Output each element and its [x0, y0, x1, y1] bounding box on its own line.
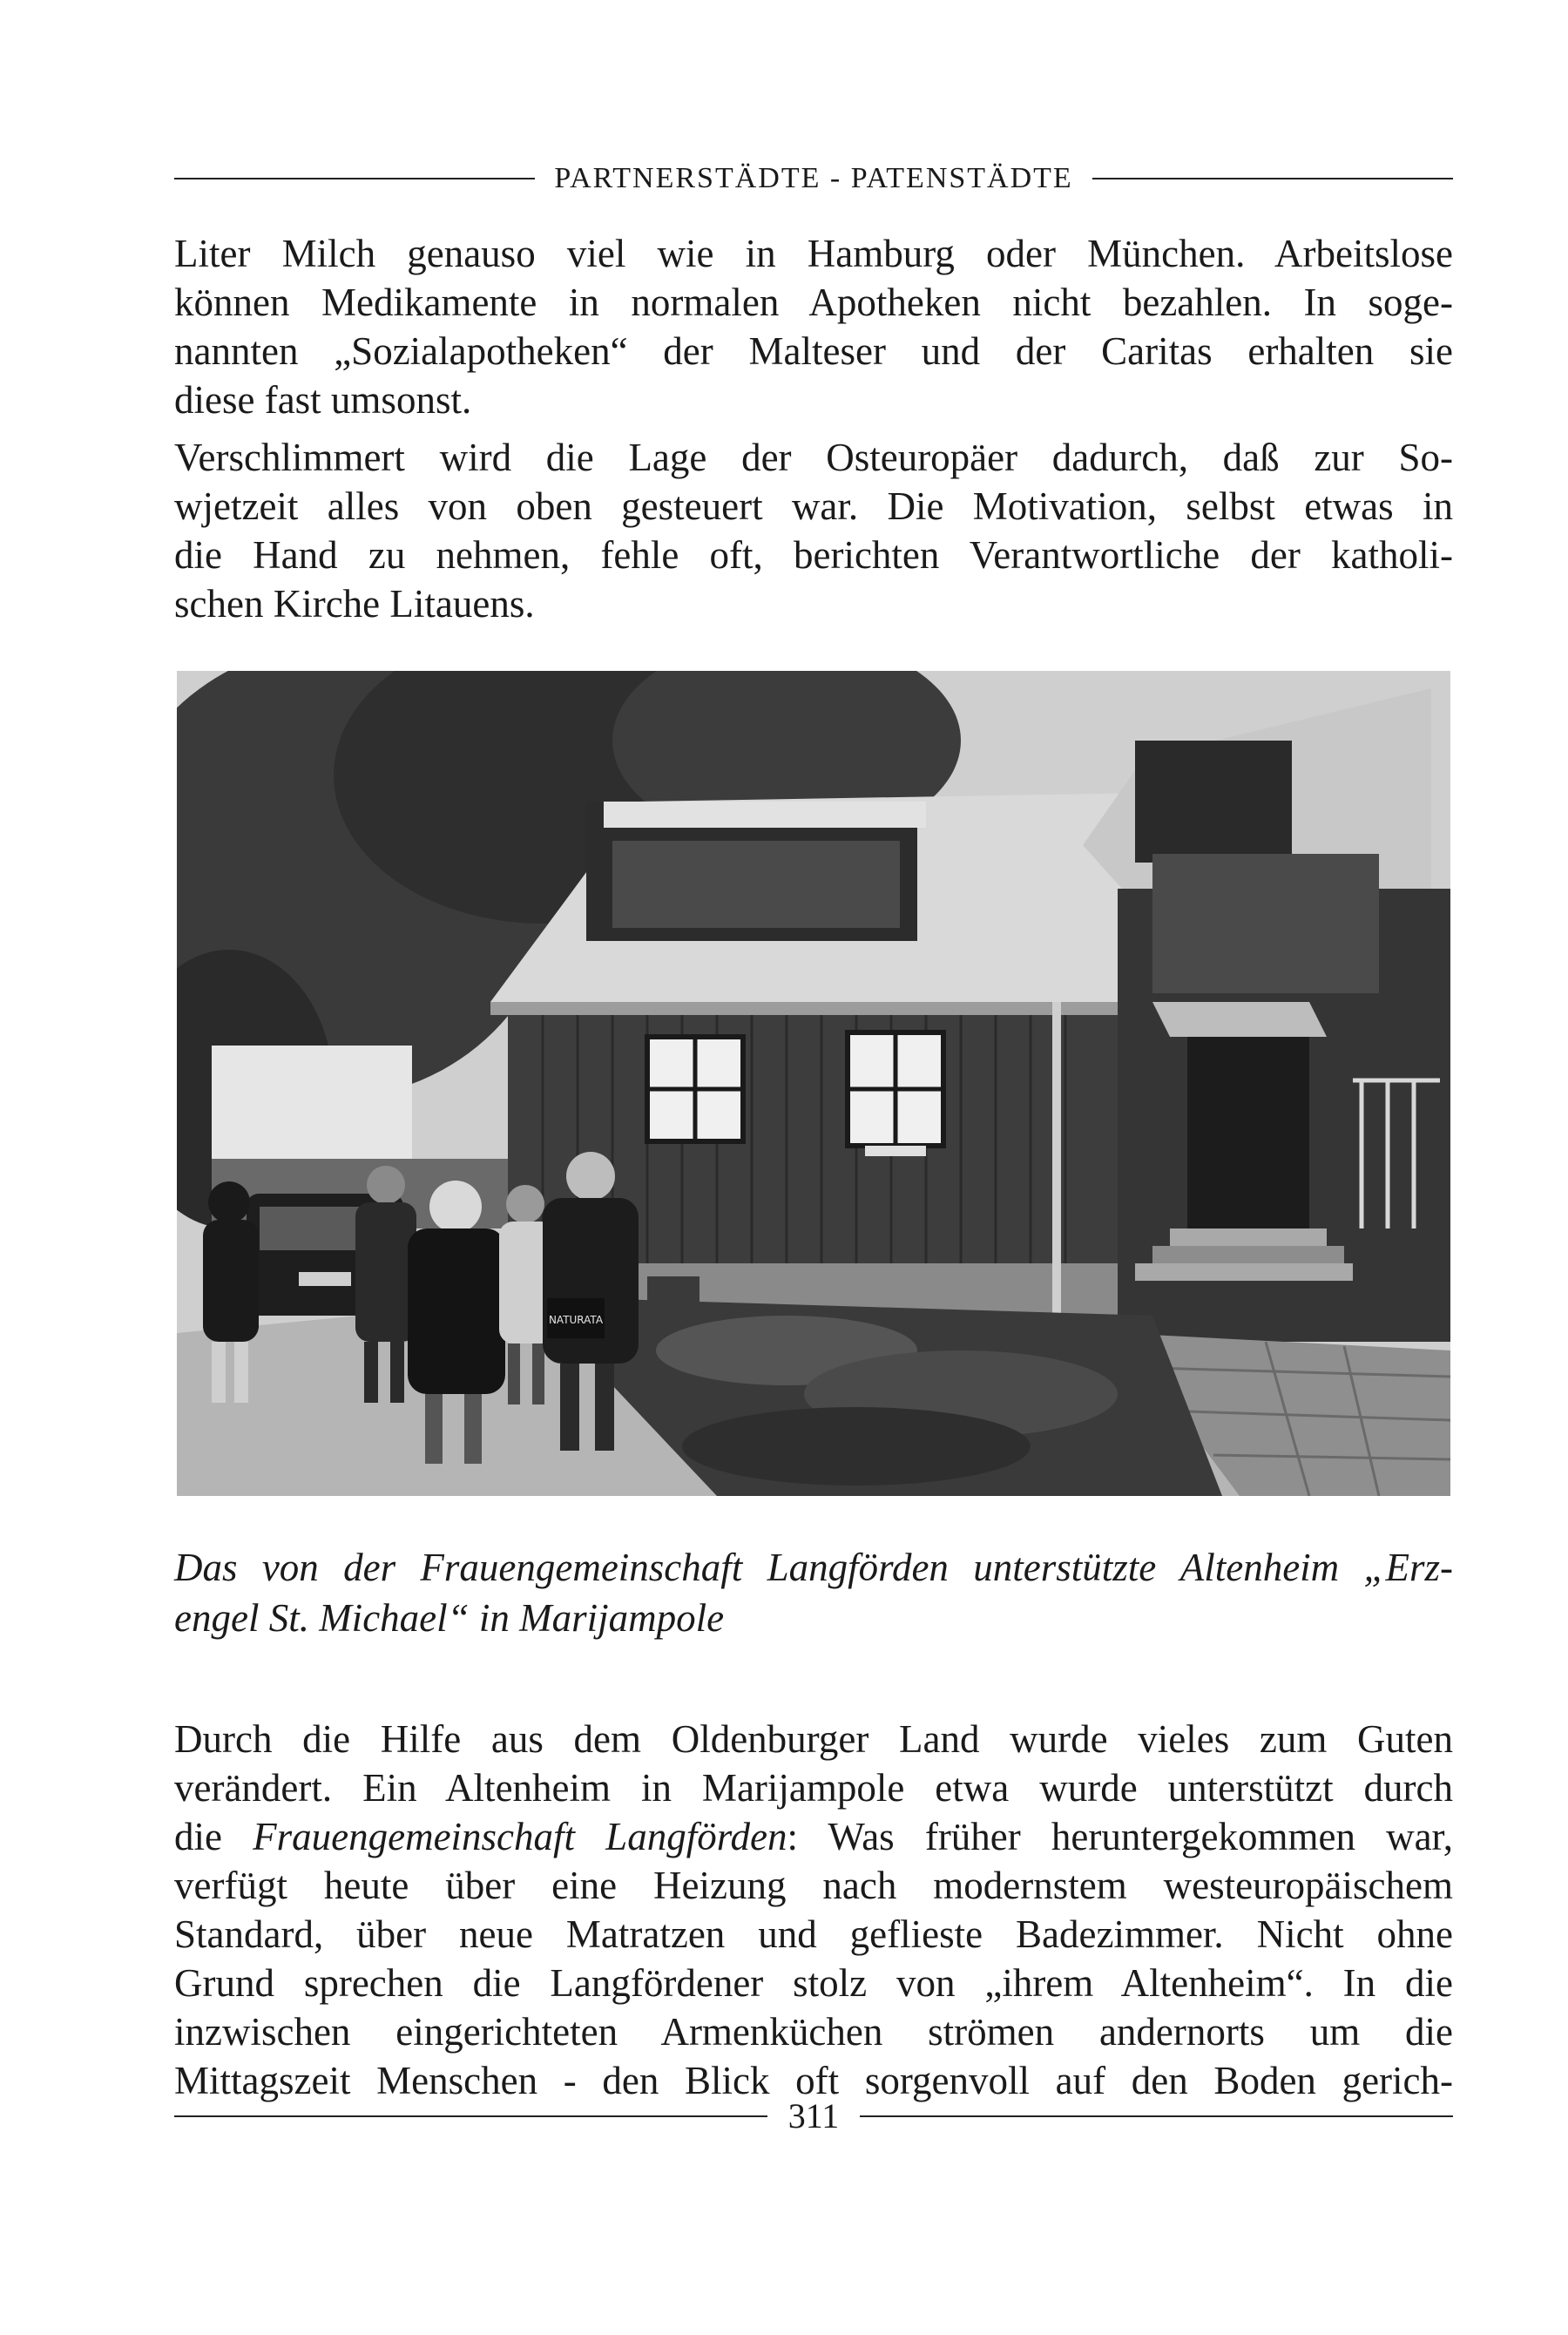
text-line: können Medikamente in normalen Apotheken nicht bezahlen. In soge- — [174, 281, 1453, 324]
text-line: inzwischen eingerichteten Armenküchen strömen andernorts um die — [174, 2010, 1453, 2054]
text-line: Durch die Hilfe aus dem Oldenburger Land wurde vieles zum Guten — [174, 1717, 1453, 1761]
text-line: wjetzeit alles von oben gesteuert war. Die Motivation, selbst etwas in — [174, 484, 1453, 528]
text-line: Grund sprechen die Langfördener stolz von „ihrem Altenheim“. In die — [174, 1961, 1453, 2005]
caption-line: Das von der Frauengemeinschaft Langförden unterstützte Altenheim „Erz- — [174, 1546, 1453, 1589]
bag-label: NATURATA — [548, 1314, 604, 1326]
page-footer — [174, 2095, 1453, 2136]
text-line: Mittagszeit Menschen - den Blick oft sorgenvoll auf den Boden gerich- — [174, 2059, 1453, 2102]
header-title: PARTNERSTÄDTE - PATENSTÄDTE — [554, 162, 1073, 194]
text-line: Liter Milch genauso viel wie in Hamburg oder München. Arbeitslose — [174, 232, 1453, 275]
text-line: Standard, über neue Matratzen und geflieste Badezimmer. Nicht ohne — [174, 1912, 1453, 1956]
text-line: verändert. Ein Altenheim in Marijampole etwa wurde unterstützt durch — [174, 1766, 1453, 1810]
footer-rule-left — [174, 2115, 767, 2117]
page-number: 311 — [787, 2096, 840, 2135]
text-line: diese fast umsonst. — [174, 378, 472, 422]
text-line: verfügt heute über eine Heizung nach modernstem westeuropäischem — [174, 1864, 1453, 1907]
paragraph-2 — [174, 433, 1453, 628]
text-line: die Hand zu nehmen, fehle oft, berichten Verantwortliche der katholi- — [174, 533, 1453, 577]
running-header — [174, 162, 1453, 195]
text-line: schen Kirche Litauens. — [174, 582, 535, 626]
text-line: Verschlimmert wird die Lage der Osteuropäer dadurch, daß zur So- — [174, 436, 1453, 479]
header-rule-left — [174, 178, 535, 179]
text-segment: : Was früher heruntergekommen war, — [787, 1815, 1453, 1858]
footer-rule-right — [860, 2115, 1453, 2117]
text-line — [174, 1812, 1453, 1861]
header-rule-right — [1092, 178, 1453, 179]
paragraph-3 — [174, 1715, 1453, 2105]
text-segment: die — [174, 1815, 253, 1858]
caption-line: engel St. Michael“ in Marijampole — [174, 1596, 725, 1640]
paragraph-1 — [174, 229, 1453, 424]
organization-name: Frauengemeinschaft Langförden — [253, 1815, 787, 1858]
photo-illustration — [177, 671, 1450, 1496]
text-line: nannten „Sozialapotheken“ der Malteser und der Caritas erhalten sie — [174, 329, 1453, 373]
photo-caption — [174, 1542, 1453, 1643]
photo-retirement-home — [177, 671, 1450, 1496]
